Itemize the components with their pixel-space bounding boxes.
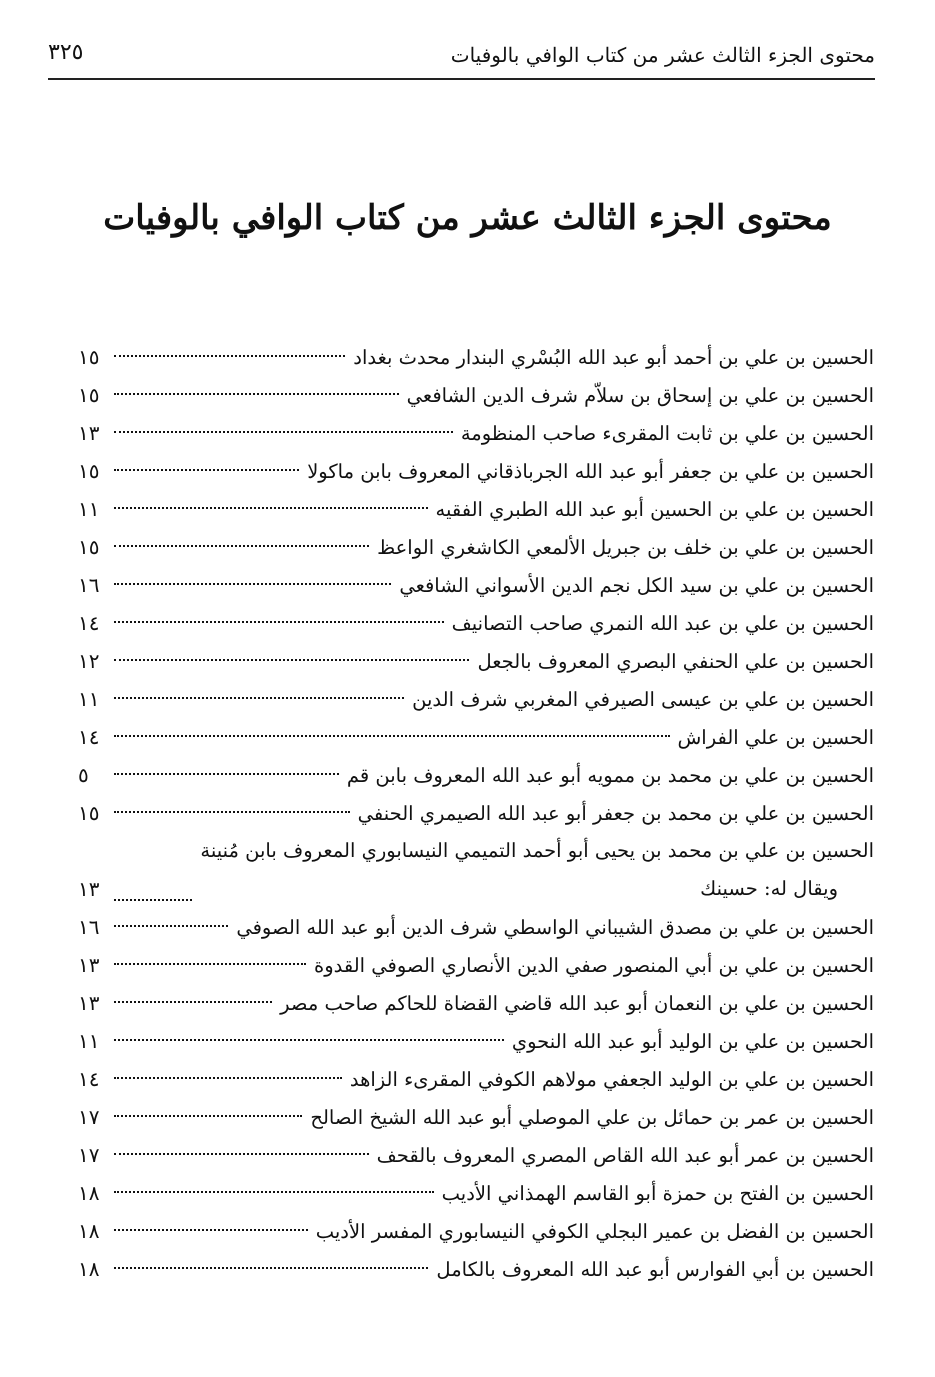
entry-text: الحسين بن الفضل بن عمير البجلي الكوفي النيسابوري المفسر الأديب: [315, 1220, 874, 1243]
entry-page-number: ١٥: [78, 801, 100, 825]
toc-entry: [78, 1174, 874, 1212]
entry-text: الحسين بن علي بن سيد الكل نجم الدين الأسواني الشافعي: [399, 574, 874, 597]
toc-entry: [78, 794, 874, 832]
dot-leader: [114, 545, 369, 547]
entry-text: الحسين بن علي بن الحسين أبو عبد الله الطبري الفقيه: [435, 498, 874, 521]
dot-leader: [114, 621, 444, 623]
document-title: محتوى الجزء الثالث عشر من كتاب الوافي بالوفيات: [103, 198, 832, 238]
entry-text: الحسين بن علي بن عيسى الصيرفي المغربي شرف الدين: [412, 688, 874, 711]
entry-page-number: ١٧: [78, 1105, 100, 1129]
dot-leader: [114, 899, 192, 901]
entry-page-number: ١٤: [78, 611, 100, 635]
page-header: [48, 30, 875, 80]
dot-leader: [114, 431, 453, 433]
entry-page-number: ١٥: [78, 383, 100, 407]
entry-page-number: ١٧: [78, 1143, 100, 1167]
dot-leader: [114, 697, 404, 699]
entry-page-number: ١٥: [78, 345, 100, 369]
dot-leader: [114, 355, 345, 357]
entry-page-number: ١١: [78, 687, 100, 711]
entry-line-2: ويقال له: حسينك: [700, 877, 838, 900]
toc-entry: [78, 1098, 874, 1136]
toc-entry: [78, 642, 874, 680]
entry-text: الحسين بن علي الفراش: [677, 726, 874, 749]
dot-leader: [114, 925, 228, 927]
entry-text: الحسين بن علي بن أبي المنصور صفي الدين الأنصاري الصوفي القدوة: [313, 954, 874, 977]
dot-leader: [114, 1229, 308, 1231]
entry-page-number: ١٣: [78, 991, 100, 1015]
toc-entry: [78, 604, 874, 642]
entry-text: [200, 832, 874, 908]
entry-page-number: ١٣: [78, 953, 100, 977]
dot-leader: [114, 1115, 302, 1117]
entry-line-1: الحسين بن علي بن محمد بن يحيى أبو أحمد التميمي النيسابوري المعروف بابن مُنينة: [200, 839, 874, 862]
dot-leader: [114, 659, 469, 661]
toc-entry: [78, 528, 874, 566]
toc-entry: [78, 566, 874, 604]
toc-entry: [78, 1136, 874, 1174]
entry-text: الحسين بن أبي الفوارس أبو عبد الله المعروف بالكامل: [436, 1258, 874, 1281]
entry-page-number: ١٣: [78, 421, 100, 445]
entry-text: الحسين بن علي بن أحمد أبو عبد الله البُسْري البندار محدث بغداد: [353, 346, 874, 369]
entry-text: الحسين بن علي بن محمد بن ممويه أبو عبد الله المعروف بابن قم: [346, 764, 874, 787]
entry-text: الحسين بن علي الحنفي البصري المعروف بالجعل: [477, 650, 874, 673]
toc-entry: [78, 908, 874, 946]
entry-page-number: ١٨: [78, 1257, 100, 1281]
entry-page-number: ١٦: [78, 573, 100, 597]
entry-page-number: ١٤: [78, 1067, 100, 1091]
entry-page-number: ١٦: [78, 915, 100, 939]
toc-entry: [78, 1060, 874, 1098]
toc-entry: [78, 946, 874, 984]
toc-entry: [78, 1250, 874, 1288]
dot-leader: [114, 1077, 342, 1079]
dot-leader: [114, 393, 399, 395]
toc-entry: [78, 376, 874, 414]
toc-entry: [78, 756, 874, 794]
entry-page-number: ٥: [78, 763, 89, 787]
toc-entry: [78, 414, 874, 452]
entry-page-number: ١٥: [78, 535, 100, 559]
entry-page-number: ١٤: [78, 725, 100, 749]
toc-entry: [78, 832, 874, 908]
entry-text: الحسين بن علي بن خلف بن جبريل الألمعي الكاشغري الواعظ: [377, 536, 874, 559]
entry-text: الحسين بن علي بن الوليد أبو عبد الله النحوي: [511, 1030, 874, 1053]
entry-text: الحسين بن علي بن محمد بن جعفر أبو عبد الله الصيمري الحنفي: [357, 802, 874, 825]
dot-leader: [114, 811, 350, 813]
dot-leader: [114, 469, 299, 471]
toc-entry: [78, 338, 874, 376]
dot-leader: [114, 1191, 434, 1193]
dot-leader: [114, 507, 428, 509]
toc-entry: [78, 984, 874, 1022]
entry-text: الحسين بن علي بن جعفر أبو عبد الله الجرباذقاني المعروف بابن ماكولا: [307, 460, 874, 483]
running-header-title: محتوى الجزء الثالث عشر من كتاب الوافي بالوفيات: [450, 43, 875, 67]
entry-text: الحسين بن علي بن النعمان أبو عبد الله قاضي القضاة للحاكم صاحب مصر: [280, 992, 874, 1015]
entry-text: الحسين بن عمر بن حمائل بن علي الموصلي أبو عبد الله الشيخ الصالح: [310, 1106, 874, 1129]
entry-page-number: ١٨: [78, 1219, 100, 1243]
entry-page-number: ١٢: [78, 649, 100, 673]
entry-text: الحسين بن علي بن الوليد الجعفي مولاهم الكوفي المقرىء الزاهد: [349, 1068, 874, 1091]
toc-entry: [78, 718, 874, 756]
entry-page-number: ١١: [78, 1029, 100, 1053]
toc-entry: [78, 490, 874, 528]
entry-text: الحسين بن الفتح بن حمزة أبو القاسم الهمذاني الأديب: [441, 1182, 874, 1205]
toc-entry: [78, 1022, 874, 1060]
entry-text: الحسين بن علي بن إسحاق بن سلاّم شرف الدين الشافعي: [406, 384, 874, 407]
page-number: ٣٢٥: [48, 40, 84, 65]
entry-text: الحسين بن عمر أبو عبد الله القاص المصري المعروف بالقحف: [376, 1144, 874, 1167]
dot-leader: [114, 1153, 369, 1155]
toc-entry: [78, 1212, 874, 1250]
table-of-contents: [78, 338, 874, 1288]
toc-entry: [78, 680, 874, 718]
dot-leader: [114, 735, 670, 737]
entry-page-number: ١١: [78, 497, 100, 521]
dot-leader: [114, 1039, 504, 1041]
dot-leader: [114, 773, 339, 775]
entry-page-number: ١٣: [78, 877, 100, 901]
dot-leader: [114, 1001, 272, 1003]
entry-text: الحسين بن علي بن عبد الله النمري صاحب التصانيف: [451, 612, 874, 635]
dot-leader: [114, 963, 306, 965]
entry-text: الحسين بن علي بن ثابت المقرىء صاحب المنظومة: [460, 422, 874, 445]
entry-text: الحسين بن علي بن مصدق الشيباني الواسطي شرف الدين أبو عبد الله الصوفي: [236, 916, 874, 939]
dot-leader: [114, 1267, 428, 1269]
entry-page-number: ١٥: [78, 459, 100, 483]
toc-entry: [78, 452, 874, 490]
entry-page-number: ١٨: [78, 1181, 100, 1205]
dot-leader: [114, 583, 391, 585]
